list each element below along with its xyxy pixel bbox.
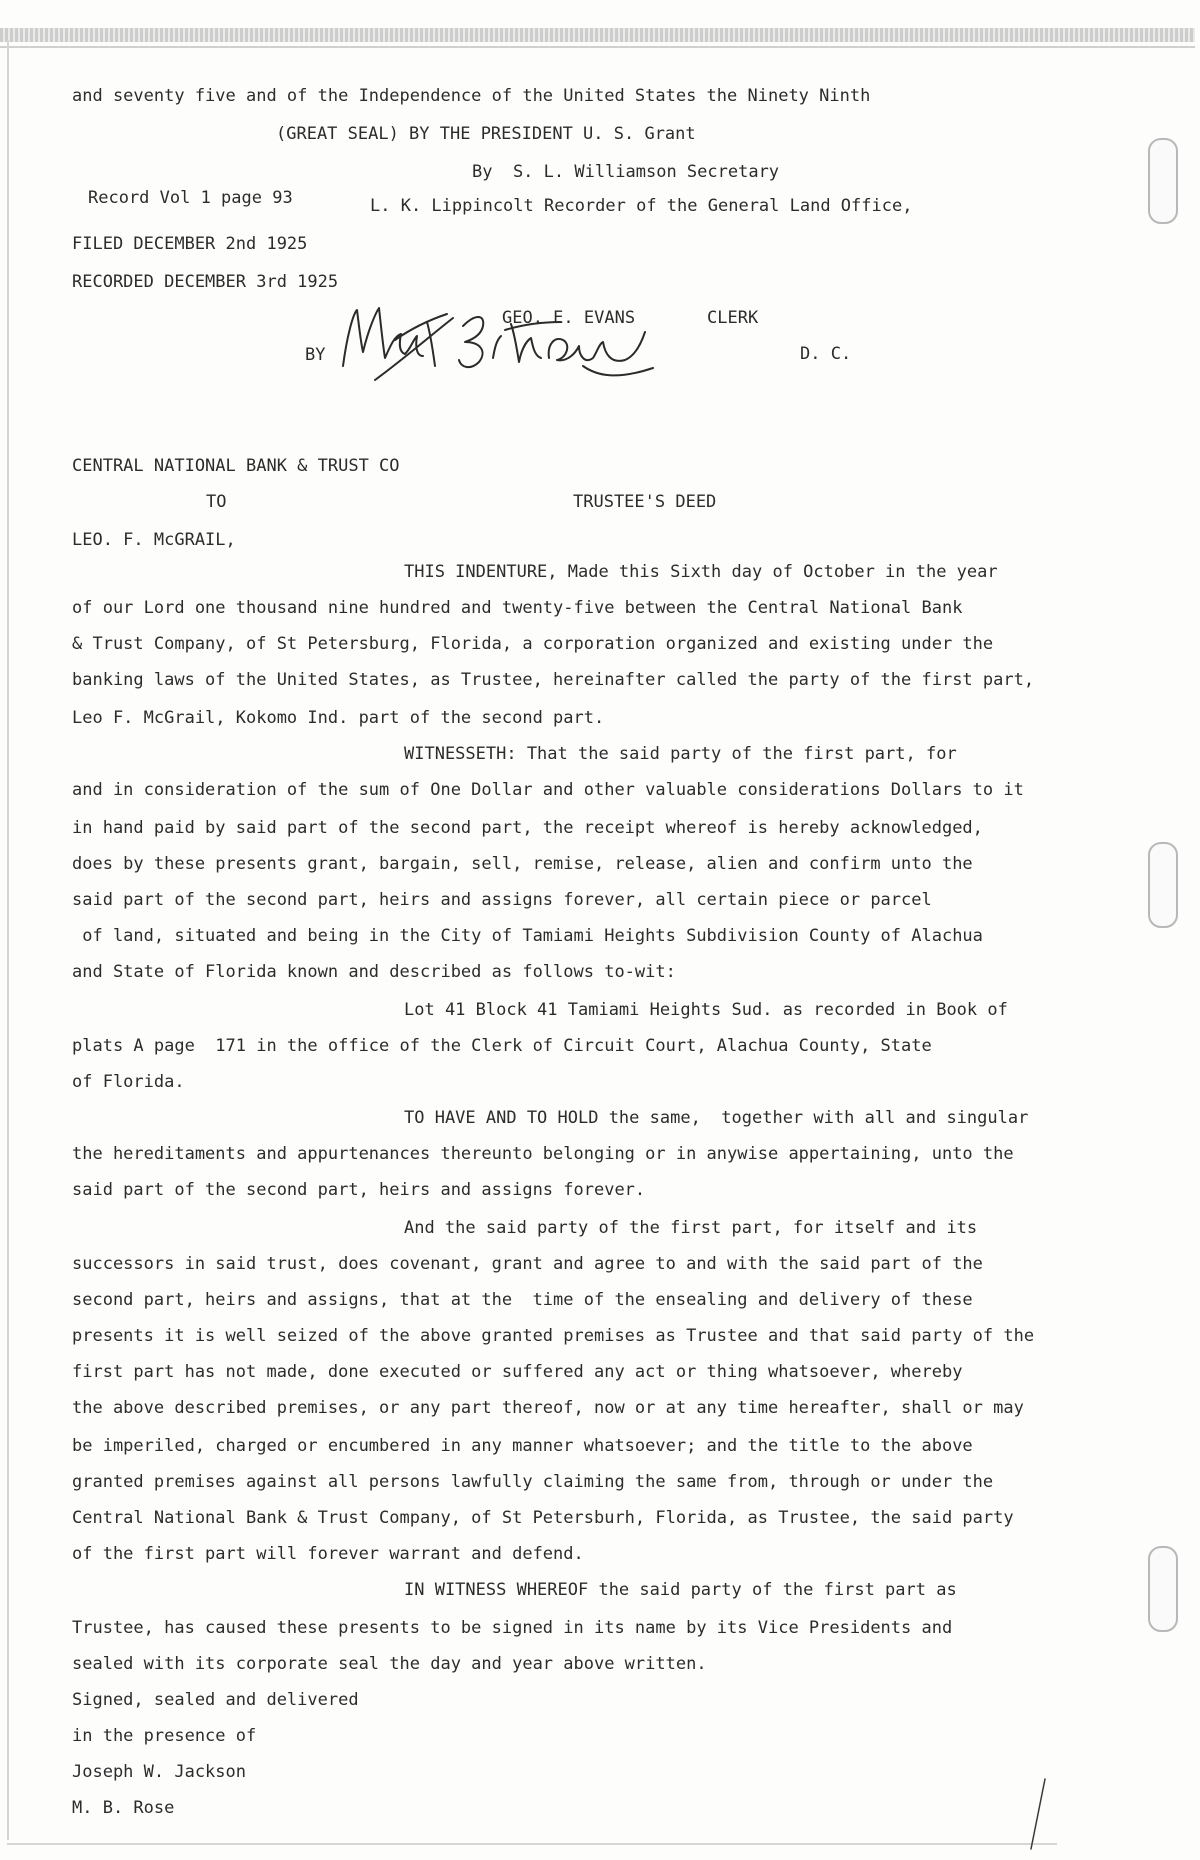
body-line-7: and in consideration of the sum of One Dollar and other valuable considerations Dollars to it	[72, 780, 1024, 800]
deputy-clerk-label: D. C.	[800, 344, 852, 364]
body-line-3: & Trust Company, of St Petersburg, Florida, a corporation organized and existing under the	[72, 634, 994, 654]
left-margin-rule	[7, 40, 9, 1840]
body-line-4: banking laws of the United States, as Trustee, hereinafter called the party of the first part,	[72, 670, 1035, 690]
binder-hole-3	[1148, 1546, 1178, 1632]
header-line-1: and seventy five and of the Independence of the United States the Ninety Ninth	[72, 86, 871, 106]
header-line-2: (GREAT SEAL) BY THE PRESIDENT U. S. Grant	[276, 124, 696, 144]
body-line-8: in hand paid by said part of the second part, the receipt whereof is hereby acknowledged,	[72, 818, 983, 838]
top-border-rule	[0, 28, 1195, 42]
witness-1: Joseph W. Jackson	[72, 1762, 246, 1782]
body-line-17: the hereditaments and appurtenances thereunto belonging or in anywise appertaining, unto the	[72, 1144, 1014, 1164]
body-line-19: And the said party of the first part, for itself and its	[404, 1218, 978, 1238]
body-line-23: first part has not made, done executed or suffered any act or thing whatsoever, whereby	[72, 1362, 963, 1382]
body-line-32: Signed, sealed and delivered	[72, 1690, 359, 1710]
clerk-name: GEO. E. EVANS	[502, 308, 636, 328]
body-line-10: said part of the second part, heirs and assigns forever, all certain piece or parcel	[72, 890, 932, 910]
header-line-4: L. K. Lippincolt Recorder of the General Land Office,	[370, 196, 913, 216]
body-line-5: Leo F. McGrail, Kokomo Ind. part of the second part.	[72, 708, 605, 728]
body-line-28: of the first part will forever warrant and defend.	[72, 1544, 584, 1564]
body-line-16: TO HAVE AND TO HOLD the same, together with all and singular	[404, 1108, 1029, 1128]
clerk-title: CLERK	[707, 308, 759, 328]
body-line-33: in the presence of	[72, 1726, 257, 1746]
margin-pen-mark	[1025, 1775, 1055, 1855]
body-line-6: WITNESSETH: That the said party of the first part, for	[404, 744, 957, 764]
body-line-14: plats A page 171 in the office of the Clerk of Circuit Court, Alachua County, State	[72, 1036, 932, 1056]
body-line-13: Lot 41 Block 41 Tamiami Heights Sud. as recorded in Book of	[404, 1000, 1008, 1020]
body-line-1: THIS INDENTURE, Made this Sixth day of October in the year	[404, 562, 998, 582]
grantor-name: CENTRAL NATIONAL BANK & TRUST CO	[72, 456, 400, 476]
by-label: BY	[305, 345, 326, 365]
body-line-18: said part of the second part, heirs and assigns forever.	[72, 1180, 646, 1200]
body-line-26: granted premises against all persons lawfully claiming the same from, through or under the	[72, 1472, 994, 1492]
body-line-9: does by these presents grant, bargain, sell, remise, release, alien and confirm unto the	[72, 854, 973, 874]
body-line-21: second part, heirs and assigns, that at the time of the ensealing and delivery of these	[72, 1290, 973, 1310]
deed-type: TRUSTEE'S DEED	[573, 492, 717, 512]
grantee-name: LEO. F. McGRAIL,	[72, 530, 236, 550]
record-reference: Record Vol 1 page 93	[88, 188, 293, 208]
filed-date: FILED DECEMBER 2nd 1925	[72, 234, 308, 254]
body-line-29: IN WITNESS WHEREOF the said party of the first part as	[404, 1580, 957, 1600]
body-line-27: Central National Bank & Trust Company, of St Petersburh, Florida, as Trustee, the said party	[72, 1508, 1014, 1528]
header-line-3: By S. L. Williamson Secretary	[472, 162, 780, 182]
body-line-20: successors in said trust, does covenant, grant and agree to and with the said part of the	[72, 1254, 983, 1274]
body-line-11: of land, situated and being in the City of Tamiami Heights Subdivision County of Alachua	[72, 926, 983, 946]
bottom-margin-rule	[7, 1843, 1057, 1845]
witness-2: M. B. Rose	[72, 1798, 175, 1818]
body-line-2: of our Lord one thousand nine hundred and twenty-five between the Central National Bank	[72, 598, 963, 618]
recorded-date: RECORDED DECEMBER 3rd 1925	[72, 272, 339, 292]
body-line-15: of Florida.	[72, 1072, 185, 1092]
to-label: TO	[206, 492, 227, 512]
body-line-30: Trustee, has caused these presents to be signed in its name by its Vice Presidents and	[72, 1618, 953, 1638]
deputy-clerk-signature	[335, 296, 665, 396]
binder-hole-2	[1148, 842, 1178, 928]
binder-hole-1	[1148, 138, 1178, 224]
body-line-24: the above described premises, or any part thereof, now or at any time hereafter, shall or may	[72, 1398, 1024, 1418]
body-line-22: presents it is well seized of the above granted premises as Trustee and that said party of the	[72, 1326, 1035, 1346]
top-border-line	[0, 46, 1195, 48]
body-line-31: sealed with its corporate seal the day and year above written.	[72, 1654, 707, 1674]
body-line-12: and State of Florida known and described as follows to-wit:	[72, 962, 676, 982]
body-line-25: be imperiled, charged or encumbered in any manner whatsoever; and the title to the above	[72, 1436, 973, 1456]
